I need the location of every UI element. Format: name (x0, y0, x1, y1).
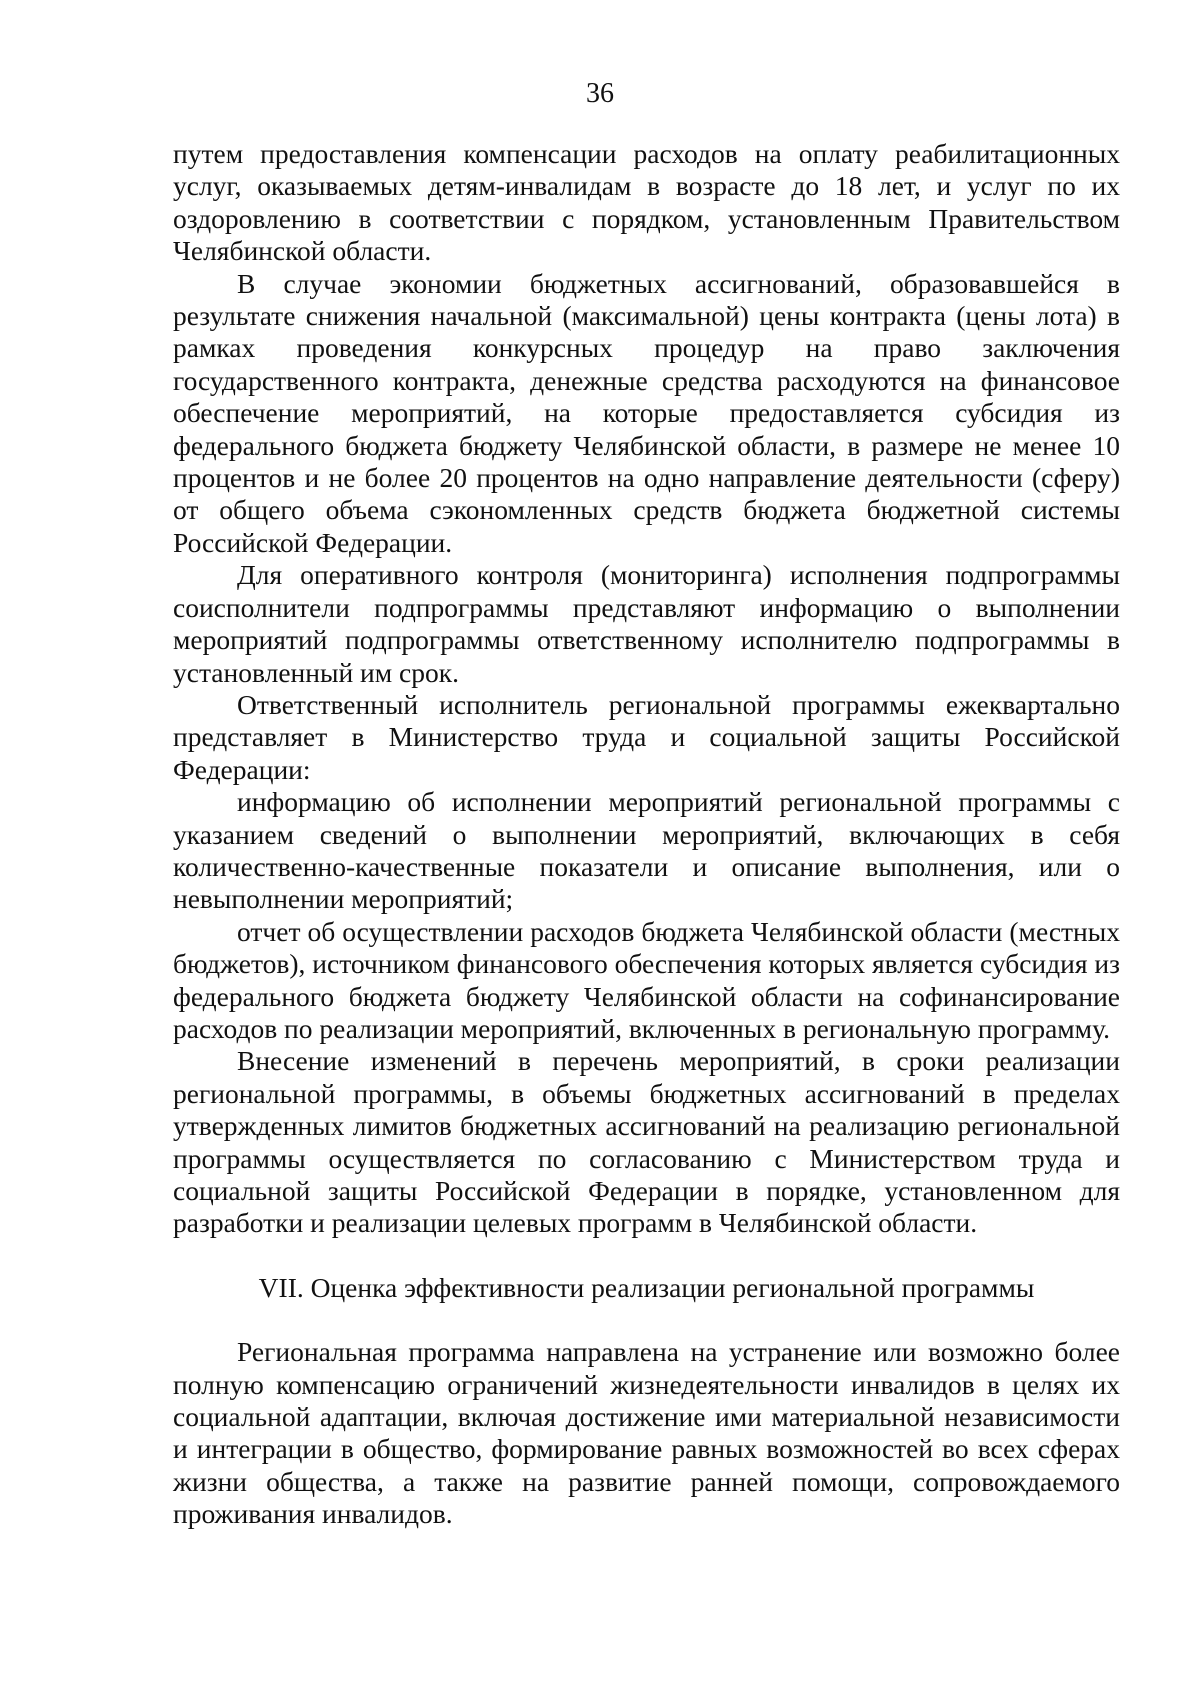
paragraph-quarterly-report: Ответственный исполнитель региональной программы ежеквартально представляет в Министерство труда и социальной защиты Российской Федерации: (173, 688, 1120, 785)
paragraph-budget-savings: В случае экономии бюджетных ассигнований, образовавшейся в результате снижения начальной (максимальной) цены контракта (цены лота) в рамках проведения конкурсных процедур на право заключения государственного контракта, денежные средства расходуются на финансовое обеспечение мероприятий, на которые предоставляется субсидия из федерального бюджета бюджету Челябинской области, в размере не менее 10 процентов и не более 20 процентов на одно направление деятельности (сферу) от общего объема сэкономленных средств бюджета бюджетной системы Российской Федерации. (173, 267, 1120, 558)
paragraph-amendments: Внесение изменений в перечень мероприятий, в сроки реализации региональной программы, в объемы бюджетных ассигнований в пределах утвержденных лимитов бюджетных ассигнований на реализацию региональной программы осуществляется по согласованию с Министерством труда и социальной защиты Российской Федерации в порядке, установленном для разработки и реализации целевых программ в Челябинской области. (173, 1045, 1120, 1239)
paragraph-report-item-information: информацию об исполнении мероприятий региональной программы с указанием сведений о выполнении мероприятий, включающих в себя количественно-качественные показатели и описание выполнения, или о невыполнении мероприятий; (173, 786, 1120, 915)
paragraph-report-item-expenses: отчет об осуществлении расходов бюджета Челябинской области (местных бюджетов), источником финансового обеспечения которых является субсидия из федерального бюджета бюджету Челябинской области на софинансирование расходов по реализации мероприятий, включенных в региональную программу. (173, 915, 1120, 1044)
paragraph-monitoring: Для оперативного контроля (мониторинга) исполнения подпрограммы соисполнители подпрограммы представляют информацию о выполнении мероприятий подпрограммы ответственному исполнителю подпрограммы в установленный им срок. (173, 559, 1120, 688)
document-body (173, 138, 1120, 1531)
page-number: 36 (586, 78, 614, 109)
paragraph-program-goal: Региональная программа направлена на устранение или возможно более полную компенсацию ограничений жизнедеятельности инвалидов в целях их социальной адаптации, включая достижение ими материальной независимости и интеграции в общество, формирование равных возможностей во всех сферах жизни общества, а также на развитие ранней помощи, сопровождаемого проживания инвалидов. (173, 1336, 1120, 1530)
paragraph-continuation: путем предоставления компенсации расходов на оплату реабилитационных услуг, оказываемых детям-инвалидам в возрасте до 18 лет, и услуг по их оздоровлению в соответствии с порядком, установленным Правительством Челябинской области. (173, 138, 1120, 267)
section-heading: VII. Оценка эффективности реализации региональной программы (258, 1271, 1035, 1303)
